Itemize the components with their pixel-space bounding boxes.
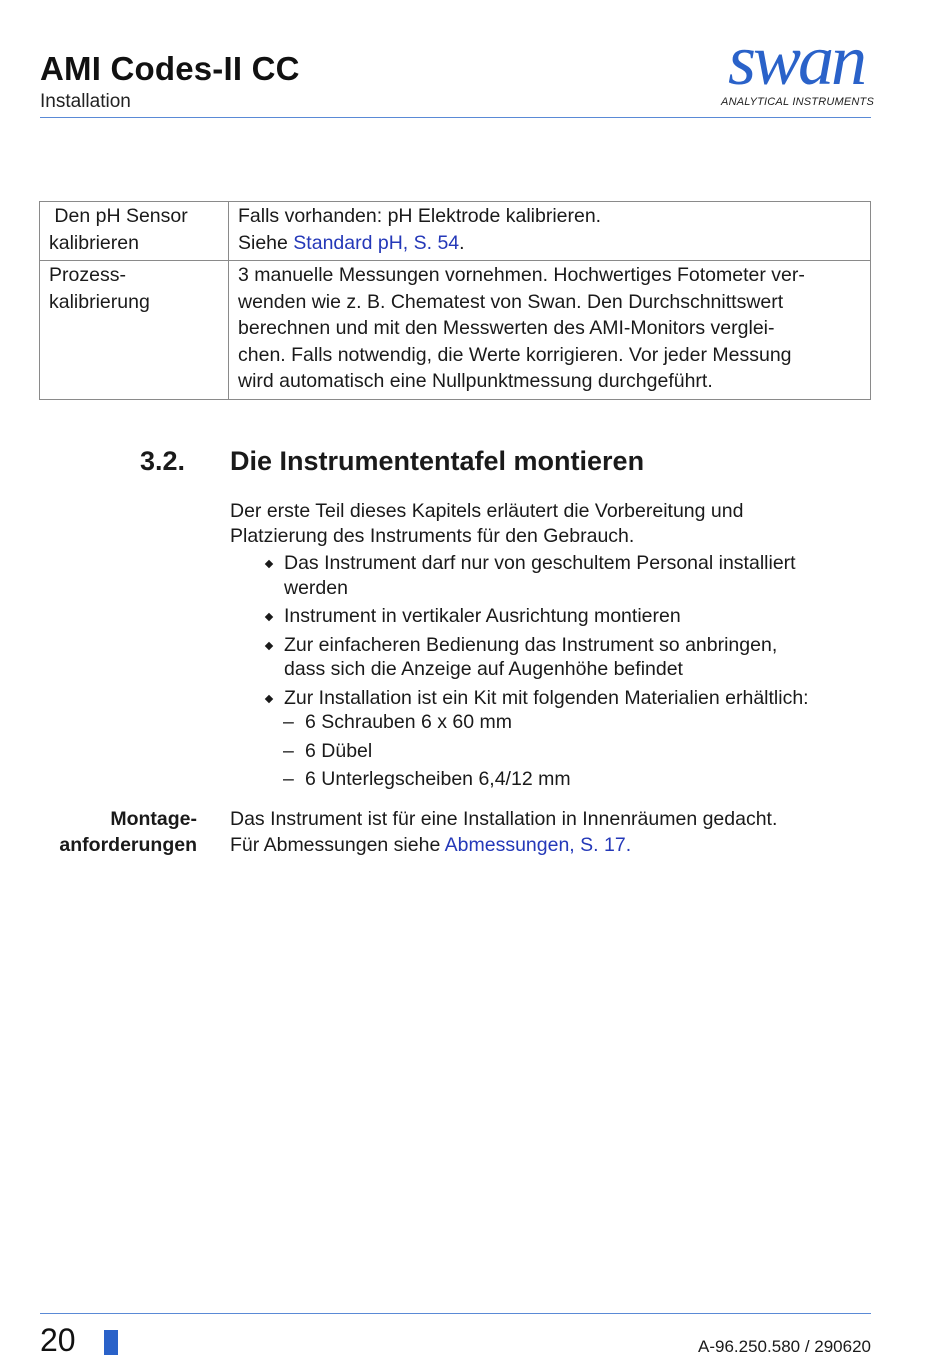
kit-item: 6 Dübel <box>305 739 373 762</box>
row-text-line: berechnen und mit den Messwerten des AMI-Monitors verglei- <box>238 317 775 339</box>
row-label-line: kalibrieren <box>49 231 139 254</box>
intro-line: Platzierung des Instruments für den Gebrauch. <box>230 524 635 547</box>
chapter-name: Installation <box>40 91 131 112</box>
diamond-bullet-icon <box>265 560 273 568</box>
header-divider <box>40 117 871 118</box>
document-title: AMI Codes-II CC <box>40 50 300 87</box>
section-title: Die Instrumententafel montieren <box>230 446 645 476</box>
section-number: 3.2. <box>140 446 186 476</box>
page-marker <box>104 1330 118 1355</box>
logo-subtitle: ANALYTICAL INSTRUMENTS <box>721 96 874 108</box>
bullet-line: werden <box>284 576 348 599</box>
dash-marker: – <box>283 711 294 733</box>
margin-heading-line: anforderungen <box>59 834 197 856</box>
margin-heading-line: Montage- <box>110 808 197 830</box>
footer-divider <box>40 1313 871 1314</box>
bullet-line: Zur Installation ist ein Kit mit folgenden Materialien erhältlich: <box>284 686 809 709</box>
document-number: A-96.250.580 / 290620 <box>698 1337 871 1356</box>
list-item <box>230 767 870 792</box>
section-intro <box>230 499 870 548</box>
margin-heading <box>30 806 197 858</box>
row-label-line: Den pH Sensor <box>49 205 188 227</box>
requirements-line: Das Instrument ist für eine Installation in Innenräumen gedacht. <box>230 808 778 830</box>
row-text-line: wird automatisch eine Nullpunktmessung durchgeführt. <box>238 370 713 392</box>
list-item <box>230 739 870 764</box>
calibration-table <box>39 201 871 400</box>
see-text: Für Abmessungen siehe <box>230 834 445 856</box>
table-cell-label <box>40 202 229 261</box>
bullet-list <box>230 551 870 714</box>
row-text-line: wenden wie z. B. Chematest von Swan. Den Durchschnittswert <box>238 290 784 313</box>
list-item <box>230 686 870 711</box>
period-text: . <box>625 834 632 856</box>
list-item <box>230 633 870 682</box>
bullet-line: Instrument in vertikaler Ausrichtung montieren <box>284 605 681 627</box>
row-text-line: Falls vorhanden: pH Elektrode kalibrieren. <box>238 205 602 227</box>
table-row <box>40 202 871 261</box>
requirements-line <box>230 832 870 858</box>
table-row <box>40 261 871 400</box>
table-cell-text <box>229 261 871 400</box>
row-text-line <box>238 230 862 257</box>
page-number: 20 <box>40 1322 76 1358</box>
dimensions-link[interactable]: Abmessungen, S. 17 <box>444 834 626 856</box>
dash-marker: – <box>283 739 294 762</box>
swan-logo <box>712 20 877 113</box>
row-label-line: Prozess- <box>49 264 126 286</box>
diamond-bullet-icon <box>265 694 273 702</box>
table-cell-text <box>229 202 871 261</box>
kit-item: 6 Unterlegscheiben 6,4/12 mm <box>305 768 571 790</box>
row-label-line: kalibrierung <box>49 290 150 313</box>
list-item <box>230 604 870 629</box>
row-text-line: 3 manuelle Messungen vornehmen. Hochwertiges Fotometer ver- <box>238 264 805 286</box>
list-item <box>230 710 870 735</box>
kit-item: 6 Schrauben 6 x 60 mm <box>305 711 513 733</box>
diamond-bullet-icon <box>265 613 273 621</box>
diamond-bullet-icon <box>265 641 273 649</box>
table-cell-label <box>40 261 229 400</box>
bullet-line: dass sich die Anzeige auf Augenhöhe befindet <box>284 658 683 680</box>
requirements-text <box>230 806 870 858</box>
dash-marker: – <box>283 768 294 790</box>
standard-ph-link[interactable]: Standard pH, S. 54 <box>293 231 460 254</box>
logo-wordmark: swan <box>727 20 865 100</box>
intro-line: Der erste Teil dieses Kapitels erläutert die Vorbereitung und <box>230 500 744 522</box>
kit-list <box>230 710 870 796</box>
period-text: . <box>459 231 465 254</box>
row-text-line: chen. Falls notwendig, die Werte korrigieren. Vor jeder Messung <box>238 343 792 366</box>
list-item <box>230 551 870 600</box>
bullet-line: Zur einfacheren Bedienung das Instrument so anbringen, <box>284 633 778 656</box>
bullet-line: Das Instrument darf nur von geschultem Personal installiert <box>284 552 796 574</box>
see-text: Siehe <box>238 231 294 254</box>
